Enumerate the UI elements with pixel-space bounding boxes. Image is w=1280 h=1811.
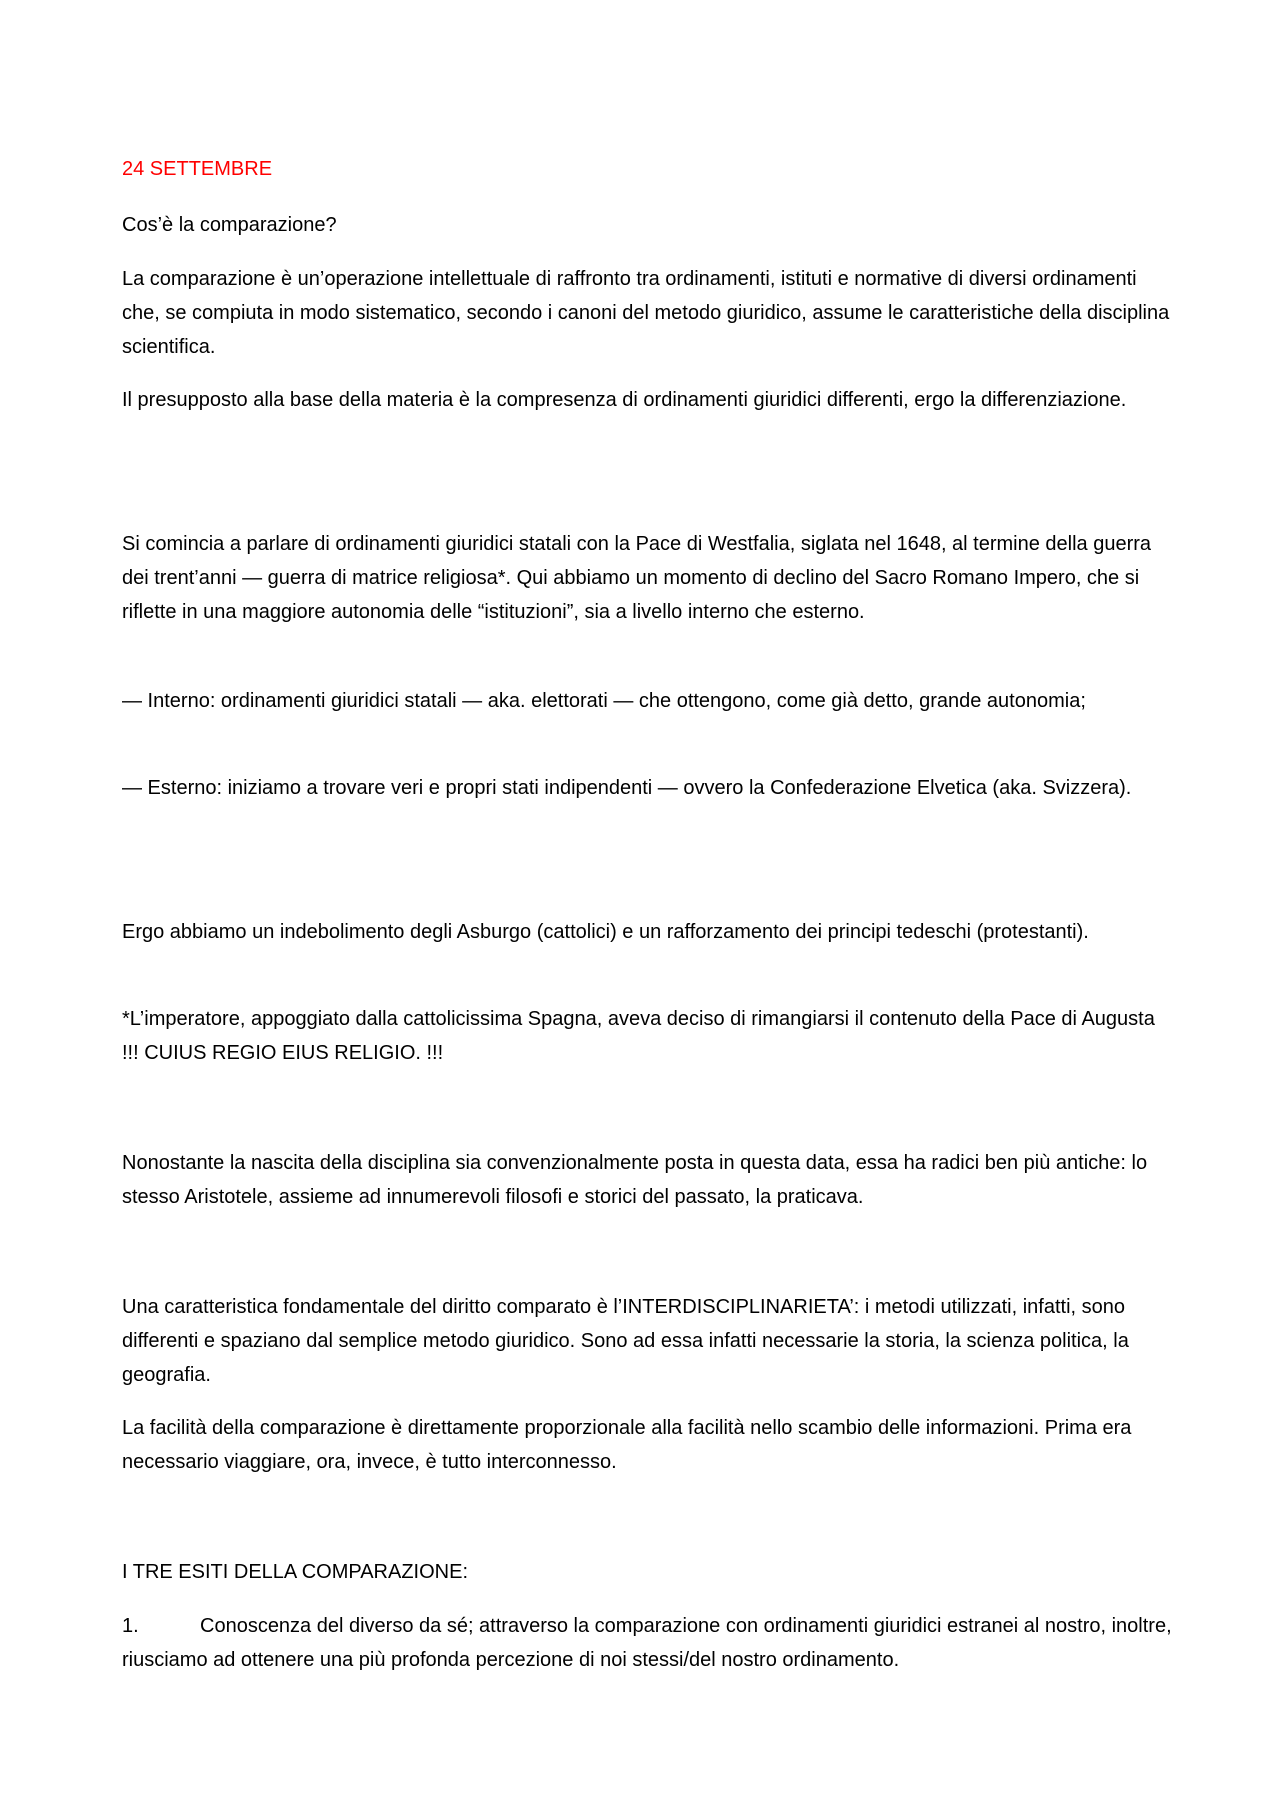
paragraph-asburgo: Ergo abbiamo un indebolimento degli Asburgo (cattolici) e un rafforzamento dei principi tedeschi (protestanti). bbox=[122, 921, 1089, 943]
paragraph-definition: La comparazione è un’operazione intellettuale di raffronto tra ordinamenti, istituti e normative di diversi ordinamenti che, se compiuta in modo sistematico, secondo i canoni del metodo giuridico, assume le caratteristiche della disciplina scientifica. bbox=[122, 268, 1170, 358]
paragraph-footnote: *L’imperatore, appoggiato dalla cattolicissima Spagna, aveva deciso di rimangiarsi il contenuto della Pace di Augusta !!! CUIUS REGIO EIUS RELIGIO. !!! bbox=[122, 1008, 1155, 1064]
paragraph-esterno: — Esterno: iniziamo a trovare veri e propri stati indipendenti — ovvero la Confederazione Elvetica (aka. Svizzera). bbox=[122, 777, 1132, 799]
paragraph-facilita: La facilità della comparazione è direttamente proporzionale alla facilità nello scambio delle informazioni. Prima era necessario viaggiare, ora, invece, è tutto interconnesso. bbox=[122, 1417, 1132, 1473]
paragraph-westfalia: Si comincia a parlare di ordinamenti giuridici statali con la Pace di Westfalia, siglata nel 1648, al termine della guerra dei trent’anni — guerra di matrice religiosa*. Qui abbiamo un momento di declino del Sacro Romano Impero, che si riflette in una maggiore autonomia delle “istituzioni”, sia a livello interno che esterno. bbox=[122, 533, 1152, 623]
paragraph-interno: — Interno: ordinamenti giuridici statali — aka. elettorati — che ottengono, come già detto, grande autonomia; bbox=[122, 690, 1086, 712]
date-heading: 24 SETTEMBRE bbox=[122, 158, 273, 180]
paragraph-interdisciplinarieta: Una caratteristica fondamentale del diritto comparato è l’INTERDISCIPLINARIETA’: i metodi utilizzati, infatti, sono differenti e spaziano dal semplice metodo giuridico. Sono ad essa infatti necessarie la storia, la scienza politica, la geografia. bbox=[122, 1296, 1129, 1386]
list-item-text: Conoscenza del diverso da sé; attraverso la comparazione con ordinamenti giuridici estranei al nostro, inoltre, riusciamo ad ottenere una più profonda percezione di noi stessi/del nostro ordinamento. bbox=[122, 1615, 1172, 1671]
list-item-number: 1. bbox=[122, 1615, 139, 1637]
paragraph-presupposto: Il presupposto alla base della materia è la compresenza di ordinamenti giuridici differenti, ergo la differenziazione. bbox=[122, 389, 1127, 411]
paragraph-aristotele: Nonostante la nascita della disciplina sia convenzionalmente posta in questa data, essa ha radici ben più antiche: lo stesso Aristotele, assieme ad innumerevoli filosofi e storici del passato, la praticava. bbox=[122, 1152, 1148, 1208]
list-item bbox=[122, 1609, 1172, 1677]
question-heading: Cos’è la comparazione? bbox=[122, 214, 337, 236]
esiti-heading: I TRE ESITI DELLA COMPARAZIONE: bbox=[122, 1561, 469, 1583]
